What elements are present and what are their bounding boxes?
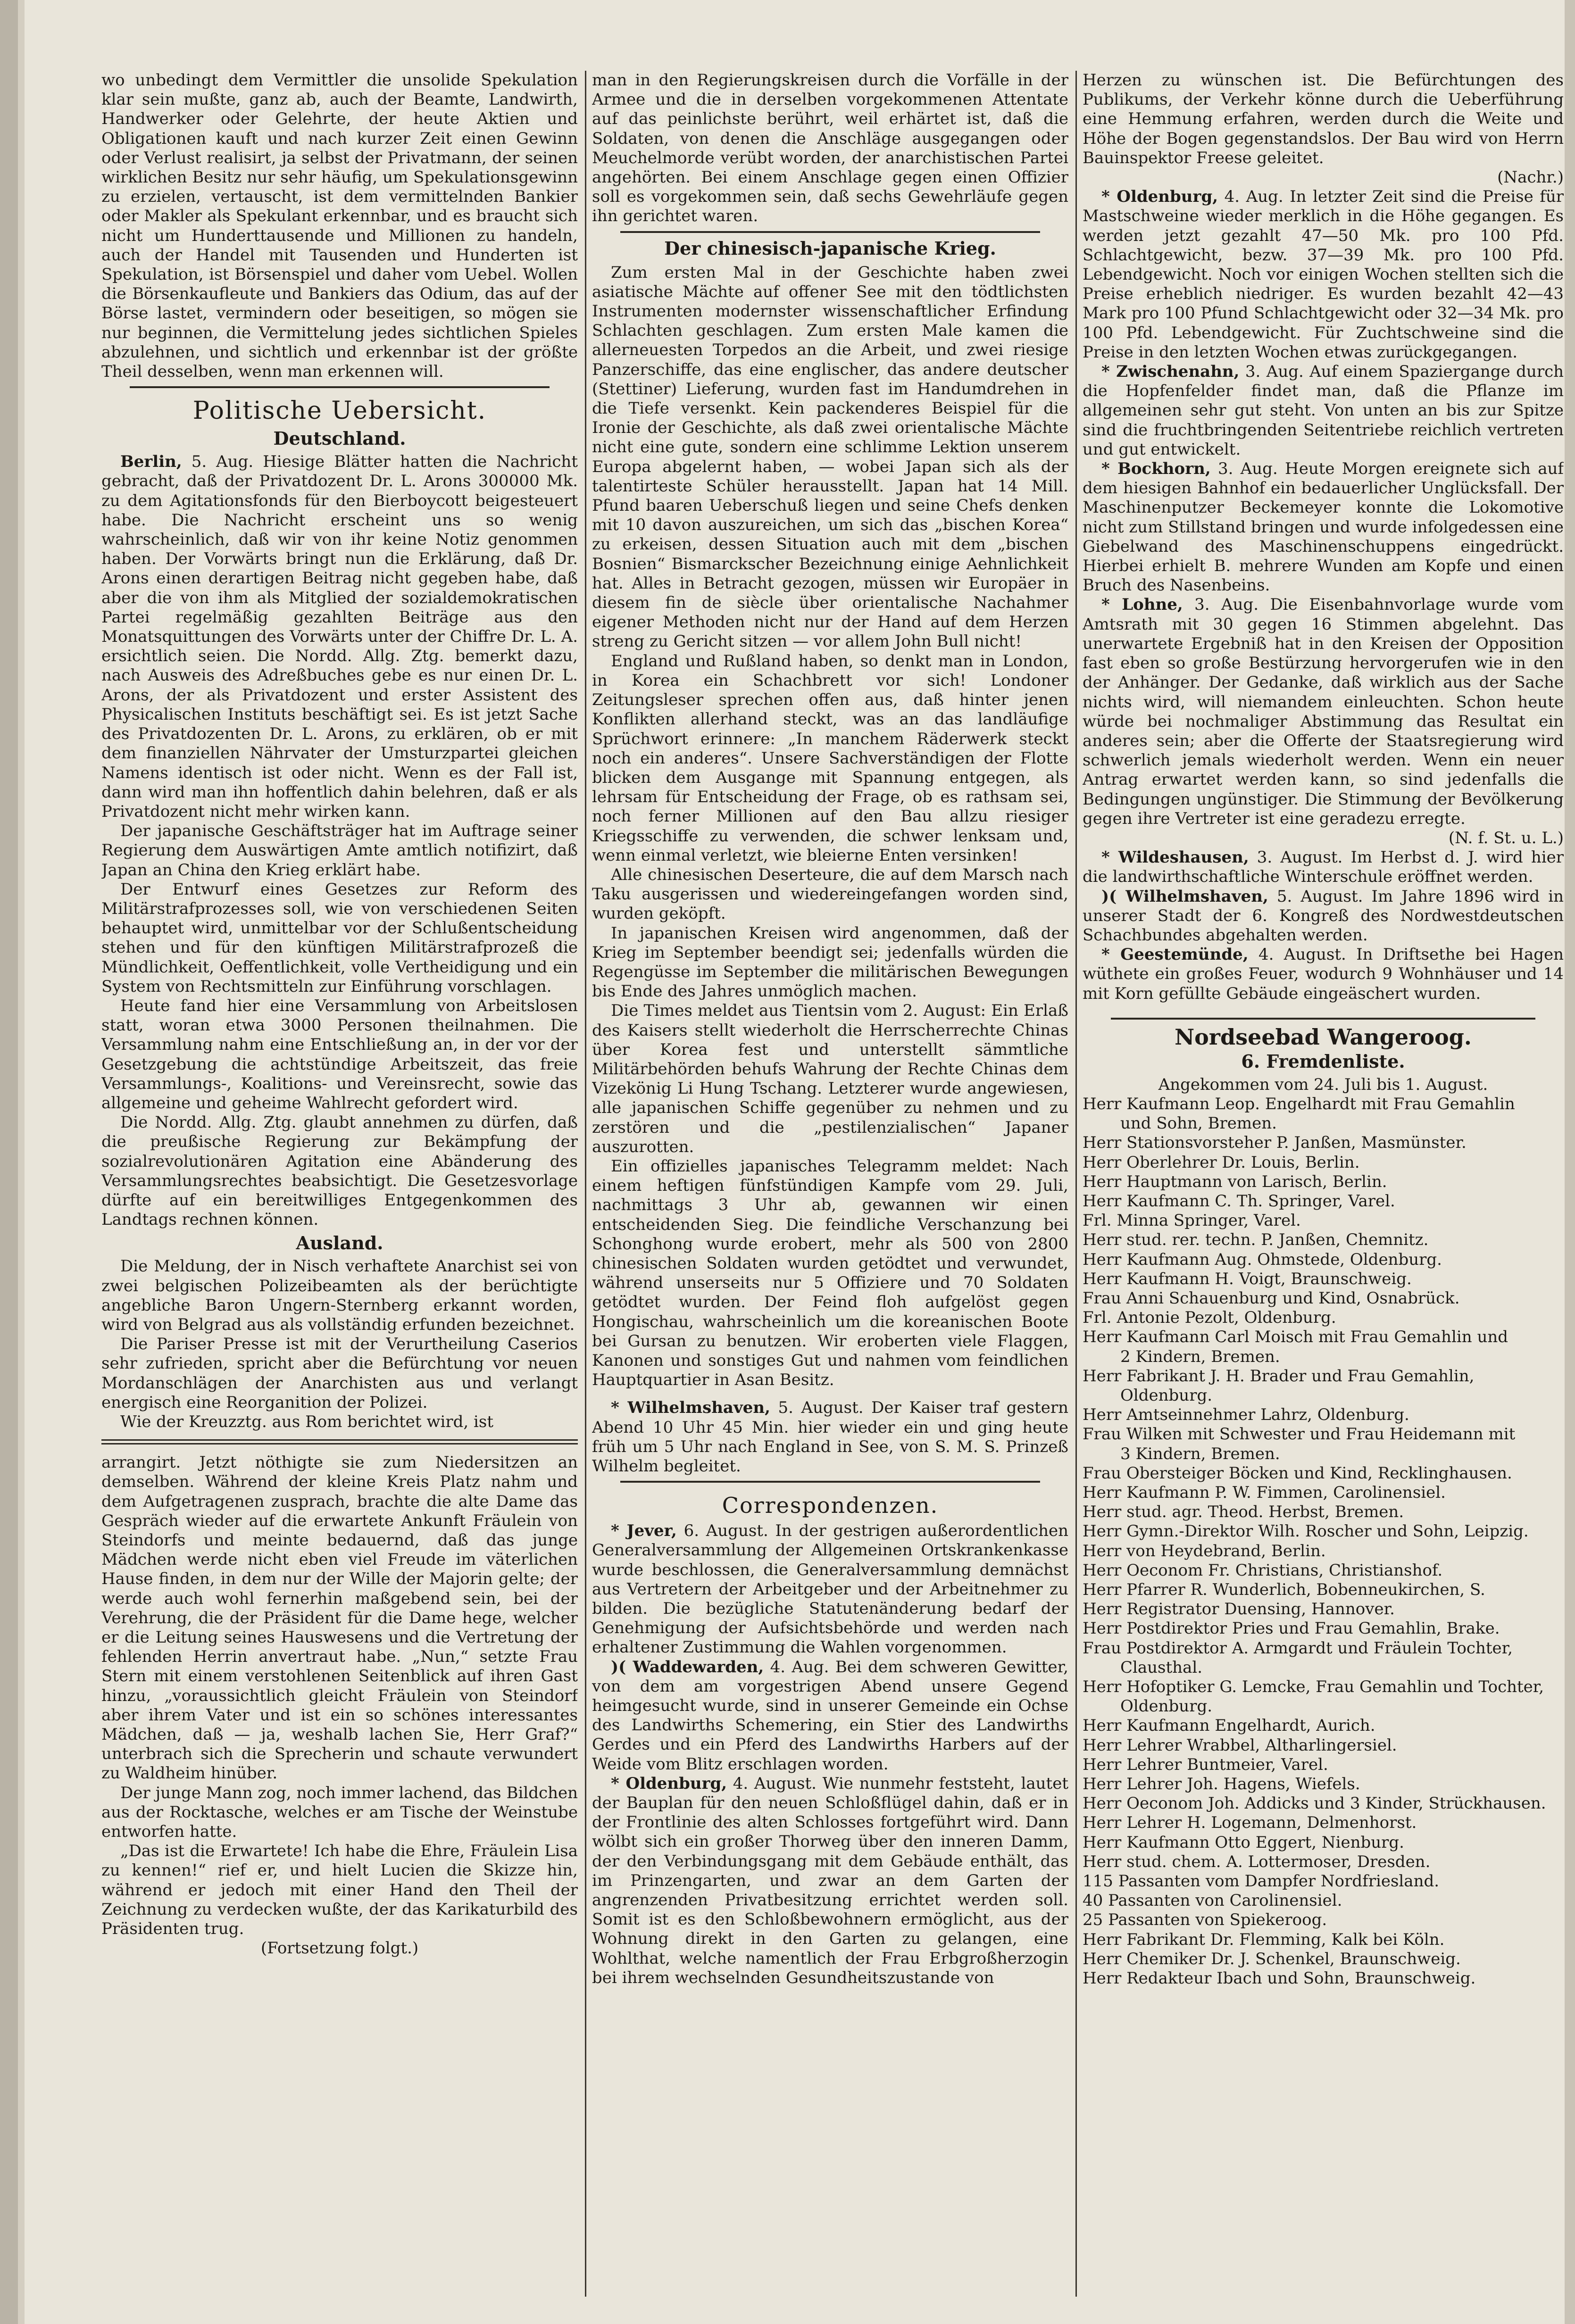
guest-entry: Herr Kaufmann Engelhardt, Aurich.: [1083, 1716, 1375, 1735]
guest-entry: Herr Kaufmann Aug. Ohmstede, Oldenburg.: [1083, 1250, 1442, 1269]
guest-entry: Herr Amtseinnehmer Lahrz, Oldenburg.: [1083, 1405, 1409, 1425]
news-text: 6. August. In der gestrigen außerordentlichen Generalversammlung der Allgemeinen Ortskrankenkasse wurde beschlossen, die Generalversammlung demnächst aus Vertretern der Arbeitgeber und der Arbeitnehmer zu bilden. Die bezügliche Statutenänderung bedarf der Genehmigung der Aufsichtsbehörde und werden nach erhaltener Zustimmung die Wahlen vorgenommen.: [592, 1521, 1068, 1657]
section-heading: Politische Uebersicht.: [192, 397, 487, 425]
section-heading: Der chinesisch-japanische Krieg.: [664, 237, 996, 259]
news-item: [1083, 848, 1564, 887]
news-item: Der Entwurf eines Gesetzes zur Reform des Militärstrafprozesses soll, wie von verschiedenen Seiten behauptet wird, unmittelbar vor der Schlußentscheidung stehen und für den künftigen Militärstrafprozeß die Mündlichkeit, Oeffentlichkeit, volle Vertheidigung und ein System von Rechtsmitteln zur Einführung vorschlagen.: [101, 880, 578, 996]
column-divider: [1075, 71, 1077, 2297]
page-binding-shadow: [18, 0, 25, 2324]
guest-entry-continuation: und Sohn, Bremen.: [1120, 1114, 1277, 1133]
news-item: Zum ersten Mal in der Geschichte haben zwei asiatische Mächte auf offener See mit den tödtlichsten Instrumenten modernster wissenschaftlicher Erfindung Schlachten geschlagen. Zum ersten Male kamen die allerneuesten Torpedos an die Arbeit, und zwei riesige Panzerschiffe, das eine englischer, das andere deutscher (Stettiner) Lieferung, wurden fast im Handumdrehen in die Tiefe versenkt. Kein packenderes Beispiel für die Ironie der Geschichte, als daß zwei orientalische Mächte nicht eine gute, sondern eine schlimme Lektion unserem Europa abgelernt haben, — wobei Japan sich als der talentirteste Schüler herausstellt. Japan hat 14 Mill. Pfund baaren Ueberschuß liegen und seine Chefs denken mit 10 davon auszureichen, um sich das „bischen Korea“ zu erkeisen, dessen Situation auch mit dem „bischen Bosnien“ Bismarckscher Bezeichnung einige Aehnlichkeit hat. Alles in Betracht gezogen, müssen wir Europäer in diesem fin de siècle über orientalische Nachahmer eigener Methoden nicht nur der Hand auf dem Herzen streng zu Gericht sitzen — vor allem John Bull nicht!: [592, 263, 1068, 651]
news-text: 5. August. Der Kaiser traf gestern Abend 10 Uhr 45 Min. hier wieder ein und ging heute früh um 5 Uhr nach England in See, von S. M. S. Prinzeß Wilhelm begleitet.: [592, 1398, 1068, 1476]
news-item: Alle chinesischen Deserteure, die auf dem Marsch nach Taku ausgerissen und wiedereingefangen worden sind, wurden geköpft.: [592, 865, 1068, 923]
guest-entry: Frau Obersteiger Böcken und Kind, Recklinghausen.: [1083, 1463, 1512, 1483]
dateline: * Wilhelmshaven,: [611, 1398, 770, 1418]
guest-entry-continuation: Clausthal.: [1120, 1658, 1203, 1677]
guest-entry: Herr stud. rer. techn. P. Janßen, Chemnitz.: [1083, 1230, 1429, 1250]
guest-entry-continuation: Oldenburg.: [1120, 1697, 1213, 1716]
news-item: Die Meldung, der in Nisch verhaftete Anarchist sei von zwei belgischen Polizeibeamten als der berüchtigte angebliche Baron Ungern-Sternberg erkannt worden, wird von Belgrad aus als vollständig erfunden bezeichnet.: [101, 1257, 578, 1334]
guest-entry: Herr Lehrer Joh. Hagens, Wiefels.: [1083, 1775, 1360, 1794]
guest-entry: Herr Chemiker Dr. J. Schenkel, Braunschweig.: [1083, 1949, 1461, 1968]
feuilleton-text: arrangirt. Jetzt nöthigte sie zum Niedersitzen an demselben. Während der kleine Kreis Platz nahm und dem Aufgetragenen zusprach, brachte die alte Dame das Gespräch wieder auf die erwartete Ankunft Fräulein von Steindorfs und meinte bedauernd, daß das junge Mädchen werde nicht eben viel Freude im väterlichen Hause finden, in dem nur der Wille der Majorin gelte; der werde auch wohl fernerhin maßgebend sein, bei der Verehrung, die der Präsident für die Dame hege, welcher er die Leitung seines Hauswesens und die Vertretung der fehlenden Herrin anvertraut habe. „Nun,“ setzte Frau Stern mit einem verstohlenen Seitenblick auf ihren Gast hinzu, „voraussichtlich gleicht Fräulein von Steindorf aber ihrem Vater und ist ein so schönes interessantes Mädchen, daß — ja, weshalb lachen Sie, Herr Graf?“ unterbrach sich die Sprecherin und schaute verwundert zu Waldheim hinüber.: [101, 1453, 578, 1783]
dateline: * Lohne,: [1101, 595, 1183, 614]
guest-entry: Herr Fabrikant Dr. Flemming, Kalk bei Köln.: [1083, 1930, 1445, 1949]
section-rule: [620, 1481, 1040, 1483]
news-item: [1083, 887, 1564, 946]
dateline: * Wildeshausen,: [1101, 848, 1249, 867]
guest-entry: 115 Passanten vom Dampfer Nordfriesland.: [1083, 1872, 1440, 1891]
feuilleton-text: Der junge Mann zog, noch immer lachend, das Bildchen aus der Rocktasche, welches er am Tische der Weinstube entworfen hatte.: [101, 1783, 578, 1842]
news-item: Die Times meldet aus Tientsin vom 2. August: Ein Erlaß des Kaisers stellt wiederholt die Herrscherrechte Chinas über Korea fest und unterstellt sämmtliche Militärbehörden behufs Wahrung der Rechte Chinas dem Vizekönig Li Hung Tschang. Letzterer wurde angewiesen, alle japanischen Schiffe gegenüber zu nehmen und zu zerstören und die „pestilenzialischen“ Japaner auszurotten.: [592, 1001, 1068, 1156]
guest-entry-continuation: 2 Kindern, Bremen.: [1120, 1347, 1280, 1366]
news-item: [592, 1774, 1068, 1988]
guest-entry: Frau Wilken mit Schwester und Frau Heidemann mit: [1083, 1425, 1516, 1444]
dateline: * Zwischenahn,: [1101, 362, 1240, 382]
source-note: (Nachr.): [1497, 168, 1564, 187]
dateline: * Geestemünde,: [1101, 945, 1249, 964]
section-rule: [1111, 1018, 1535, 1020]
section-heading: Correspondenzen.: [722, 1493, 939, 1519]
news-text: 3. Aug. Auf einem Spaziergange durch die Hopfenfelder findet man, daß die Pflanze im allgemeinen sehr gut steht. Von unten an bis zur Spitze sind die fruchtbringenden Seitentriebe reichlich vertreten und gut entwickelt.: [1083, 362, 1564, 459]
news-item: Die Nordd. Allg. Ztg. glaubt annehmen zu dürfen, daß die preußische Regierung zur Bekämpfung der sozialrevolutionären Agitation eine Abänderung des Versammlungsrechtes beabsichtigt. Die Gesetzesvorlage dürfte auf ein bereitwilliges Entgegenkommen des Landtags rechnen können.: [101, 1113, 578, 1229]
guest-entry: Herr Hofoptiker G. Lemcke, Frau Gemahlin und Tochter,: [1083, 1677, 1544, 1697]
column-2: [592, 71, 1068, 2297]
guest-entry: Herr Postdirektor Pries und Frau Gemahlin, Brake.: [1083, 1619, 1500, 1638]
news-text: 4. August. Wie nunmehr feststeht, lautet der Bauplan für den neuen Schloßflügel dahin, daß er in der Frontlinie des alten Schlosses fortgeführt wird. Dann wölbt sich ein großer Thorweg über den inneren Damm, der den Verbindungsgang mit dem Gebäude enthält, das im Prinzengarten, und zwar an dem Garten der angrenzenden Privatbesitzung errichtet werden soll. Somit ist es den Schloßbewohnern ermöglicht, aus der Wohnung direkt in den Garten zu gelangen, eine Wohlthat, welche namentlich der Frau Erbgroßherzogin bei ihrem wechselnden Gesundheitszustande von: [592, 1774, 1068, 1987]
guest-entry: Herr Oberlehrer Dr. Louis, Berlin.: [1083, 1153, 1360, 1172]
guest-entry: Herr Oeconom Joh. Addicks und 3 Kinder, Strückhausen.: [1083, 1794, 1546, 1813]
news-item: In japanischen Kreisen wird angenommen, daß der Krieg im September beendigt sei; jedenfalls würden die Regengüsse im September die militärischen Bewegungen bis Ende des Jahres unmöglich machen.: [592, 923, 1068, 1001]
news-item: Wie der Kreuzztg. aus Rom berichtet wird, ist: [120, 1412, 493, 1431]
news-item: Ein offizielles japanisches Telegramm meldet: Nach einem heftigen fünfstündigen Kampfe vom 29. Juli, nachmittags 3 Uhr ab, gewannen wir einen entscheidenden Sieg. Die feindliche Verschanzung bei Schonghong wurde erobert, mehr als 500 von 2800 chinesischen Soldaten wurden getödtet und verwundet, während unserseits nur 5 Offiziere und 70 Soldaten getödtet wurden. Der Feind floh aufgelöst gegen Hongischau, wahrscheinlich um die koreanischen Boote bei Gursan zu benutzen. Wir eroberten viele Flaggen, Kanonen und sonstiges Gut und nahmen vom feindlichen Hauptquartier in Asan Besitz.: [592, 1156, 1068, 1390]
dateline: Berlin,: [120, 452, 182, 472]
guest-entry: Herr Kaufmann Leop. Engelhardt mit Frau Gemahlin: [1083, 1094, 1515, 1113]
guest-entry: 40 Passanten von Carolinensiel.: [1083, 1891, 1342, 1910]
guest-entry: Herr Kaufmann P. W. Fimmen, Carolinensiel.: [1083, 1483, 1446, 1502]
news-text: 5. Aug. Hiesige Blätter hatten die Nachricht gebracht, daß der Privatdozent Dr. L. Arons 300000 Mk. zu dem Agitationsfonds für den Bierboycott beigesteuert habe. Die Nachricht erscheint uns so wenig wahrscheinlich, daß wir von ihr keine Notiz genommen haben. Der Vorwärts bringt nun die Erklärung, daß Dr. Arons einen derartigen Beitrag nicht gegeben habe, daß aber die von ihm als Mitglied der sozialdemokratischen Partei regelmäßig gezahlten Beiträge aus den Monatsquittungen des Vorwärts unter der Chiffre Dr. L. A. ersichtlich seien. Die Nordd. Allg. Ztg. bemerkt dazu, nach Ausweis des Adreßbuches gebe es nur einen Dr. L. Arons, der als Privatdozent und erster Assistent des Physicalischen Instituts beschäftigt sei. Es ist jetzt Sache des Privatdozenten Dr. L. Arons, zu erklären, ob er mit dem finanziellen Nährvater der Umsturzpartei gleichen Namens identisch ist oder nicht. Wenn es der Fall ist, dann wird man ihn hoffentlich dahin belehren, daß er als Privatdozent nicht mehr wirken kann.: [101, 452, 578, 821]
guest-entry-continuation: Oldenburg.: [1120, 1386, 1213, 1405]
feuilleton-text: „Das ist die Erwartete! Ich habe die Ehre, Fräulein Lisa zu kennen!“ rief er, und hielt Lucien die Skizze hin, während er jedoch mit einer Hand den Theil der Zeichnung zu verdecken wußte, der das Karikaturbild des Präsidenten trug.: [101, 1842, 578, 1939]
section-heading: Nordseebad Wangeroog.: [1175, 1024, 1472, 1050]
news-item: man in den Regierungskreisen durch die Vorfälle in der Armee und die in derselben vorgekommenen Attentate auf das peinlichste berührt, weil erhärtet ist, daß die Soldaten, von denen die Anschläge ausgegangen oder Meuchelmorde verübt worden, der anarchistischen Partei angehörten. Bei einem Anschlage gegen einen Offizier soll es vorgekommen sein, daß sechs Gewehrläufe gegen ihn gerichtet waren.: [592, 71, 1068, 226]
guest-entry: Frau Postdirektor A. Armgardt und Fräulein Tochter,: [1083, 1638, 1513, 1658]
news-text: 3. August. Im Herbst d. J. wird hier die landwirthschaftliche Winterschule eröffnet werden.: [1083, 848, 1564, 887]
news-item: [1083, 945, 1564, 1004]
news-item: [592, 1398, 1068, 1476]
news-item: [1083, 187, 1564, 362]
page-binding: [0, 0, 18, 2324]
guest-entry: Herr stud. agr. Theod. Herbst, Bremen.: [1083, 1502, 1404, 1522]
guest-entry: Herr Gymn.-Direktor Wilh. Roscher und Sohn, Leipzig.: [1083, 1522, 1529, 1541]
column-divider: [585, 71, 586, 2297]
guest-entry: Herr Oeconom Fr. Christians, Christianshof.: [1083, 1560, 1443, 1580]
dateline: * Bockhorn,: [1101, 459, 1211, 479]
guest-entry: Herr stud. chem. A. Lottermoser, Dresden.: [1083, 1852, 1431, 1871]
guest-entry: Herr Lehrer Wrabbel, Altharlingersiel.: [1083, 1735, 1397, 1755]
list-caption: Angekommen vom 24. Juli bis 1. August.: [1158, 1075, 1488, 1094]
page-edge: [1565, 0, 1575, 2324]
article-continuation: wo unbedingt dem Vermittler die unsolide Spekulation klar sein mußte, ganz ab, auch der Beamte, Landwirth, Handwerker oder Gelehrte, der heute Aktien und Obligationen kauft und nach kurzer Zeit einen Gewinn oder Verlust realisirt, ja selbst der Privatmann, der seinen wirklichen Besitz nur sehr häufig, um Spekulationsgewinn zu erzielen, vertauscht, ist dem vermittelnden Bankier oder Makler als Spekulant erkennbar, und es braucht sich nicht um Hunderttausende und Millionen zu handeln, auch der Handel mit Tausenden und Hunderten ist Spekulation, ist Börsenspiel und daher vom Uebel. Wollen die Börsenkaufleute und Bankiers das Odium, das auf der Börse lastet, vermindern oder beseitigen, so mögen sie nur beginnen, die Vermittelung jedes sichtlichen Spieles abzulehnen, und sichtlich und erkennbar ist der größte Theil desselben, wenn man erkennen will.: [101, 71, 578, 382]
source-note: (N. f. St. u. L.): [1448, 828, 1564, 847]
guest-entry: Herr Kaufmann C. Th. Springer, Varel.: [1083, 1191, 1395, 1211]
guest-entry: Herr Lehrer Buntmeier, Varel.: [1083, 1755, 1328, 1774]
news-item: [592, 1521, 1068, 1657]
guest-entry: Herr Pfarrer R. Wunderlich, Bobenneukirchen, S.: [1083, 1580, 1485, 1600]
news-item: England und Rußland haben, so denkt man in London, in Korea ein Schachbrett vor sich! Londoner Zeitungsleser sprechen offen aus, daß hinter jenen Konflikten allerhand steckt, was an das landläufige Sprüchwort erinnere: „In manchem Räderwerk steckt noch ein anderes“. Unsere Sachverständigen der Flotte blicken dem Ausgange mit Spannung entgegen, als lehrsam für Entscheidung der Frage, ob es rathsam sei, noch ferner Millionen auf den Bau allzu riesiger Kriegsschiffe zu verwenden, die schwer lenksam und, wenn einmal verletzt, wie bleierne Enten versinken!: [592, 651, 1068, 865]
news-text: 4. August. In Driftsethe bei Hagen wüthete ein großes Feuer, wodurch 9 Wohnhäuser und 14 mit Korn gefüllte Gebäude eingeäschert wurden.: [1083, 945, 1564, 1003]
subsection-heading: Ausland.: [296, 1232, 383, 1254]
section-rule: [130, 386, 550, 388]
guest-entry: Frl. Minna Springer, Varel.: [1083, 1211, 1301, 1230]
news-item: [1083, 362, 1564, 459]
subsection-heading: Deutschland.: [273, 428, 406, 449]
guest-list: [1083, 1095, 1564, 1988]
news-text: 4. Aug. In letzter Zeit sind die Preise für Mastschweine wieder merklich in die Höhe gegangen. Es werden jetzt gezahlt 47—50 Mk. pro 100 Pfd. Schlachtgewicht, bezw. 37—39 Mk. pro 100 Pfd. Lebendgewicht. Noch vor einigen Wochen stellten sich die Preise erheblich niedriger. Es wurden bezahlt 42—43 Mark pro 100 Pfund Schlachtgewicht oder 32—34 Mk. pro 100 Pfd. Lebendgewicht. Für Zuchtschweine sind die Preise in den letzten Wochen etwas zurückgegangen.: [1083, 187, 1564, 362]
column-3: [1083, 71, 1564, 2297]
dateline: * Oldenburg,: [1101, 187, 1218, 207]
guest-entry-continuation: 3 Kindern, Bremen.: [1120, 1444, 1280, 1463]
dateline: * Jever,: [611, 1521, 677, 1541]
continuation-note: (Fortsetzung folgt.): [260, 1939, 419, 1958]
news-item: Herzen zu wünschen ist. Die Befürchtungen des Publikums, der Verkehr könne durch die Ueberführung eine Hemmung erfahren, werden durch die Weite und Höhe der Bogen gegenstandslos. Der Bau wird von Herrn Bauinspektor Freese geleitet.: [1083, 71, 1564, 167]
guest-entry: Herr Redakteur Ibach und Sohn, Braunschweig.: [1083, 1969, 1476, 1988]
guest-entry: Herr Kaufmann H. Voigt, Braunschweig.: [1083, 1269, 1412, 1288]
dateline: )( Waddewarden,: [611, 1657, 764, 1677]
dateline: * Oldenburg,: [611, 1774, 727, 1793]
news-item: [101, 452, 578, 822]
guest-entry: Herr Kaufmann Otto Eggert, Nienburg.: [1083, 1833, 1404, 1852]
guest-entry: Frau Anni Schauenburg und Kind, Osnabrück.: [1083, 1288, 1460, 1308]
guest-entry: Herr Stationsvorsteher P. Janßen, Masmünster.: [1083, 1133, 1467, 1153]
news-item: [1083, 459, 1564, 595]
guest-entry: Herr von Heydebrand, Berlin.: [1083, 1541, 1326, 1560]
news-item: [1083, 595, 1564, 828]
guest-entry: Herr Hauptmann von Larisch, Berlin.: [1083, 1172, 1387, 1191]
guest-entry: Herr Kaufmann Carl Moisch mit Frau Gemahlin und: [1083, 1328, 1508, 1347]
news-item: Die Pariser Presse ist mit der Verurtheilung Caserios sehr zufrieden, spricht aber die Befürchtung vor neuen Mordanschlägen der Anarchisten aus und verlangt energisch eine Reorganition der Polizei.: [101, 1335, 578, 1412]
column-1: [101, 71, 578, 2297]
feuilleton-rule: [101, 1439, 578, 1441]
guest-entry: Herr Fabrikant J. H. Brader und Frau Gemahlin,: [1083, 1366, 1475, 1386]
guest-entry: Herr Lehrer H. Logemann, Delmenhorst.: [1083, 1813, 1417, 1833]
section-rule: [620, 231, 1040, 233]
news-item: Heute fand hier eine Versammlung von Arbeitslosen statt, woran etwa 3000 Personen theilnahmen. Die Versammlung nahm eine Entschließung an, in der vor der Gesetzgebung die achtstündige Arbeitszeit, das freie Versammlungs-, Koalitions- und Vereinsrecht, sowie das allgemeine und geheime Wahlrecht gefordert wird.: [101, 996, 578, 1112]
news-text: 3. Aug. Die Eisenbahnvorlage wurde vom Amtsrath mit 30 gegen 16 Stimmen abgelehnt. Das unerwartete Ergebniß hat in den Kreisen der Opposition fast eben so große Bestürzung hervorgerufen wie in den der Anhänger. Der Gedanke, daß wirklich aus der Sache nichts wird, will niemandem einleuchten. Schon heute würde bei nochmaliger Abstimmung das Resultat ein anderes sein; aber die Offerte der Staatsregierung wird schwerlich jemals wiederholt werden. Wenn ein neuer Antrag erwartet werden kann, so sind jedenfalls die Bedingungen ungünstiger. Die Stimmung der Bevölkerung gegen ihre Vertreter ist eine geradezu erregte.: [1083, 595, 1564, 828]
news-text: 4. Aug. Bei dem schweren Gewitter, von dem am vorgestrigen Abend unsere Gegend heimgesucht wurde, sind in unserer Gemeinde ein Ochse des Landwirths Schemering, ein Stier des Landwirths Gerdes und ein Pferd des Landwirths Harbers auf der Weide vom Blitz erschlagen worden.: [592, 1657, 1068, 1774]
guest-entry: Herr Registrator Duensing, Hannover.: [1083, 1600, 1395, 1619]
news-text: 3. Aug. Heute Morgen ereignete sich auf dem hiesigen Bahnhof ein bedauerlicher Unglücksfall. Der Maschinenputzer Beckemeyer konnte die Lokomotive nicht zum Stillstand bringen und wurde infolgedessen eine Giebelwand des Maschinenschuppens eingedrückt. Hierbei erhielt B. mehrere Wunden am Kopfe und einen Bruch des Nasenbeins.: [1083, 459, 1564, 595]
guest-entry: Frl. Antonie Pezolt, Oldenburg.: [1083, 1308, 1336, 1328]
news-item: [592, 1658, 1068, 1774]
guest-entry: 25 Passanten von Spiekeroog.: [1083, 1910, 1327, 1930]
subsection-heading: 6. Fremdenliste.: [1241, 1050, 1405, 1072]
news-item: Der japanische Geschäftsträger hat im Auftrage seiner Regierung dem Auswärtigen Amte amtlich notifizirt, daß Japan an China den Krieg erklärt habe.: [101, 822, 578, 880]
news-text: 5. August. Im Jahre 1896 wird in unserer Stadt der 6. Kongreß des Nordwestdeutschen Schachbundes abgehalten werden.: [1083, 887, 1564, 945]
dateline: )( Wilhelmshaven,: [1101, 887, 1268, 906]
